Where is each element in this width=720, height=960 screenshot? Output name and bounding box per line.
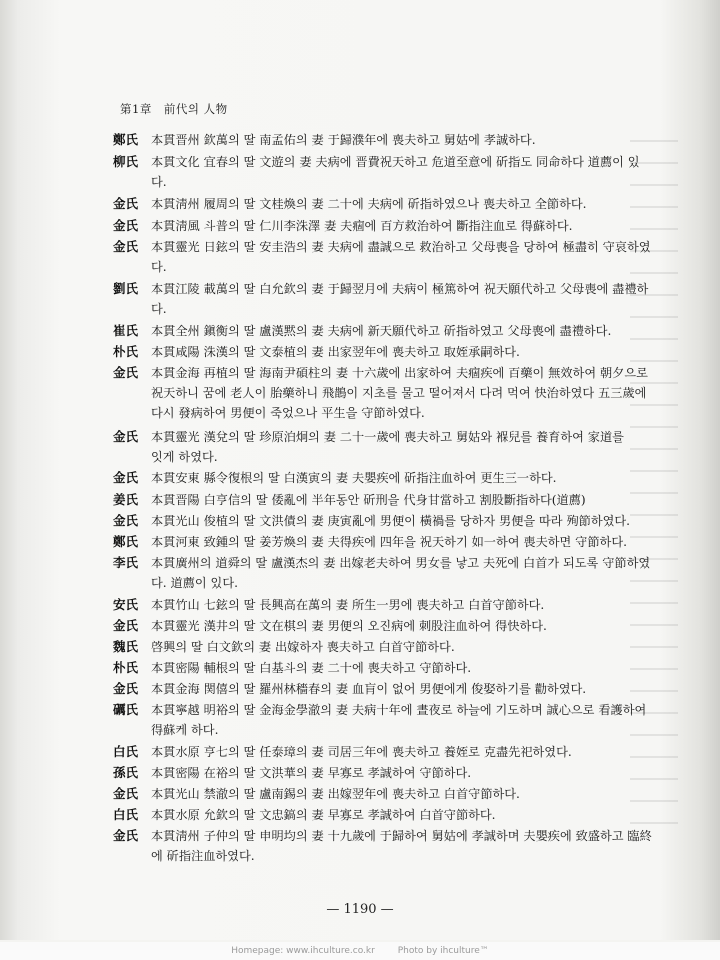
entry-text: 本貫水原 亨七의 딸 任泰璋의 妻 司居三年에 喪夫하고 養姪로 克盡先祀하였다. — [151, 745, 572, 759]
entry-text: 本貫靈光 日鉉의 딸 安圭浩의 妻 夫病에 盡誠으로 救治하고 父母喪을 당하여 極盡히 守哀하였 다. — [151, 240, 651, 274]
entry-text: 本貫靈光 漢井의 딸 文在棋의 妻 男便의 오진病에 刺股注血하여 得快하다. — [151, 619, 547, 633]
entry-name: 金氏 — [113, 828, 139, 843]
chapter-header: 第1章 前代의 人物 — [120, 102, 228, 116]
entry-text: 本貫淸風 斗普의 딸 仁川李洙澤 妻 夫痼에 百方救治하여 斷指注血로 得蘇하다. — [151, 219, 573, 233]
entry-name: 安氏 — [113, 597, 139, 612]
homepage-credit: Homepage: www.ihculture.co.kr — [231, 946, 375, 956]
entry-text: 本貫河東 致鍾의 딸 姜芳煥의 妻 夫得疾에 四年을 祝天하기 如一하여 喪夫하면 守節하다. — [151, 535, 627, 549]
entry-name: 金氏 — [113, 618, 139, 633]
entry-name: 崔氏 — [113, 323, 139, 338]
entry-name: 李氏 — [113, 555, 139, 570]
entry-name: 礪氏 — [113, 702, 139, 717]
entry-text: 本貫靈光 漢兌의 딸 珍原泊炯의 妻 二十一歲에 喪夫하고 舅姑와 褓兒를 養育하여 家道를 잇게 하였다. — [151, 430, 624, 464]
entry-name: 鄭氏 — [113, 534, 139, 549]
entry-text: 本貫光山 俊植의 딸 文洪債의 妻 庚寅亂에 男便이 橫禍를 당하자 男便을 따라 殉節하였다. — [151, 514, 631, 528]
entry-text: 本貫竹山 七鉉의 딸 長興高在萬의 妻 所生一男에 喪夫하고 白首守節하다. — [151, 598, 545, 612]
entry-name: 白氏 — [113, 807, 139, 822]
entry-text: 本貫密陽 輔根의 딸 白基斗의 妻 二十에 喪夫하고 守節하다. — [151, 661, 472, 675]
entry-text: 本貫淸州 子仲의 딸 申明均의 妻 十九歲에 于歸하여 舅姑에 孝誠하며 夫嬰疾에 致盛하고 臨終 에 斫指注血하였다. — [151, 829, 652, 863]
entry-text: 本貫江陵 載萬의 딸 白允欽의 妻 于歸翌月에 夫病이 極篤하여 祝天願代하고 父母喪에 盡禮하 다. — [151, 282, 649, 316]
entry-name: 金氏 — [113, 513, 139, 528]
entry-name: 金氏 — [113, 681, 139, 696]
entry-text: 本貫文化 宜春의 딸 文遊의 妻 夫病에 晋費祝天하고 危道至意에 斫指도 同命하다 道薦이 있 다. — [151, 155, 640, 189]
entry-name: 金氏 — [113, 218, 139, 233]
entry-text: 本貫淸州 履周의 딸 文桂煥의 妻 二十에 夫病에 斫指하였으나 喪夫하고 全節하다. — [151, 197, 587, 211]
entry-name: 金氏 — [113, 196, 139, 211]
entry-text: 本貫晋州 欽萬의 딸 南孟佑의 妻 于歸濮年에 喪夫하고 舅姑에 孝誠하다. — [151, 133, 536, 147]
entry-name: 金氏 — [113, 470, 139, 485]
entry-text: 本貫晋陽 白亨信의 딸 倭亂에 半年동안 斫刑을 代身甘當하고 割股斷指하다(道薦) — [151, 493, 586, 507]
entry-name: 孫氏 — [113, 765, 139, 780]
entry-text: 本貫密陽 在裕의 딸 文洪華의 妻 早寡로 孝誠하여 守節하다. — [151, 766, 472, 780]
entry-name: 劉氏 — [113, 281, 139, 296]
entry-text: 本貫光山 禁澈의 딸 盧南錫의 妻 出嫁翌年에 喪夫하고 白首守節하다. — [151, 787, 520, 801]
entry-text: 本貫金海 関僖의 딸 羅州林穡春의 妻 血肓이 없어 男便에게 俊娶하기를 勸하였다. — [151, 682, 587, 696]
entry-name: 金氏 — [113, 786, 139, 801]
entry-text: 本貫水原 允欽의 딸 文忠鎬의 妻 早寡로 孝誠하여 白首守節하다. — [151, 808, 496, 822]
entry-name: 鄭氏 — [113, 132, 139, 147]
entry-name: 金氏 — [113, 429, 139, 444]
entry-text: 本貫安東 縣令復根의 딸 白漢寅의 妻 夫嬰疾에 斫指注血하여 更生三一하다. — [151, 471, 557, 485]
page-number: — 1190 — — [326, 902, 394, 917]
entry-name: 金氏 — [113, 239, 139, 254]
entry-name: 魏氏 — [113, 639, 139, 654]
entry-text: 啓興의 딸 白文欽의 妻 出嫁하자 喪夫하고 白首守節하다. — [151, 640, 455, 654]
entry-text: 本貫咸陽 洙漢의 딸 文泰植의 妻 出家翌年에 喪夫하고 取姪承嗣하다. — [151, 345, 520, 359]
entry-text: 本貫寧越 明裕의 딸 金海金學澈의 妻 夫病十年에 晝夜로 하늘에 기도하며 誠心으로 看護하여 得蘇케 하다. — [151, 703, 647, 737]
entry-name: 朴氏 — [113, 344, 139, 359]
entry-name: 柳氏 — [113, 154, 139, 169]
entry-name: 白氏 — [113, 744, 139, 759]
entry-text: 本貫金海 再植의 딸 海南尹碩柱의 妻 十六歲에 出家하여 夫痼疾에 百藥이 無效하여 朝夕으로 祝天하니 꿈에 老人이 胎藥하니 飛鵲이 지초를 물고 떨어져서 다려 먹여 快治하였다 五三歲에 다시 發病하여 男便이 죽었으나 平生을 守節하였다. — [151, 366, 648, 420]
photo-credit: Photo by ihculture™ — [397, 946, 489, 956]
entry-name: 金氏 — [113, 365, 139, 380]
entry-text: 本貫全州 鎭衡의 딸 盧漢黙의 妻 夫病에 新天願代하고 斫指하였고 父母喪에 盡禮하다. — [151, 324, 612, 338]
entry-text: 本貫廣州의 道舜의 딸 盧漢杰의 妻 出嫁老夫하여 男女를 낳고 夫死에 白首가 되도록 守節하였 다. 道薦이 있다. — [151, 556, 651, 590]
entry-name: 姜氏 — [113, 492, 139, 507]
site-footer — [0, 942, 720, 960]
entry-name: 朴氏 — [113, 660, 139, 675]
